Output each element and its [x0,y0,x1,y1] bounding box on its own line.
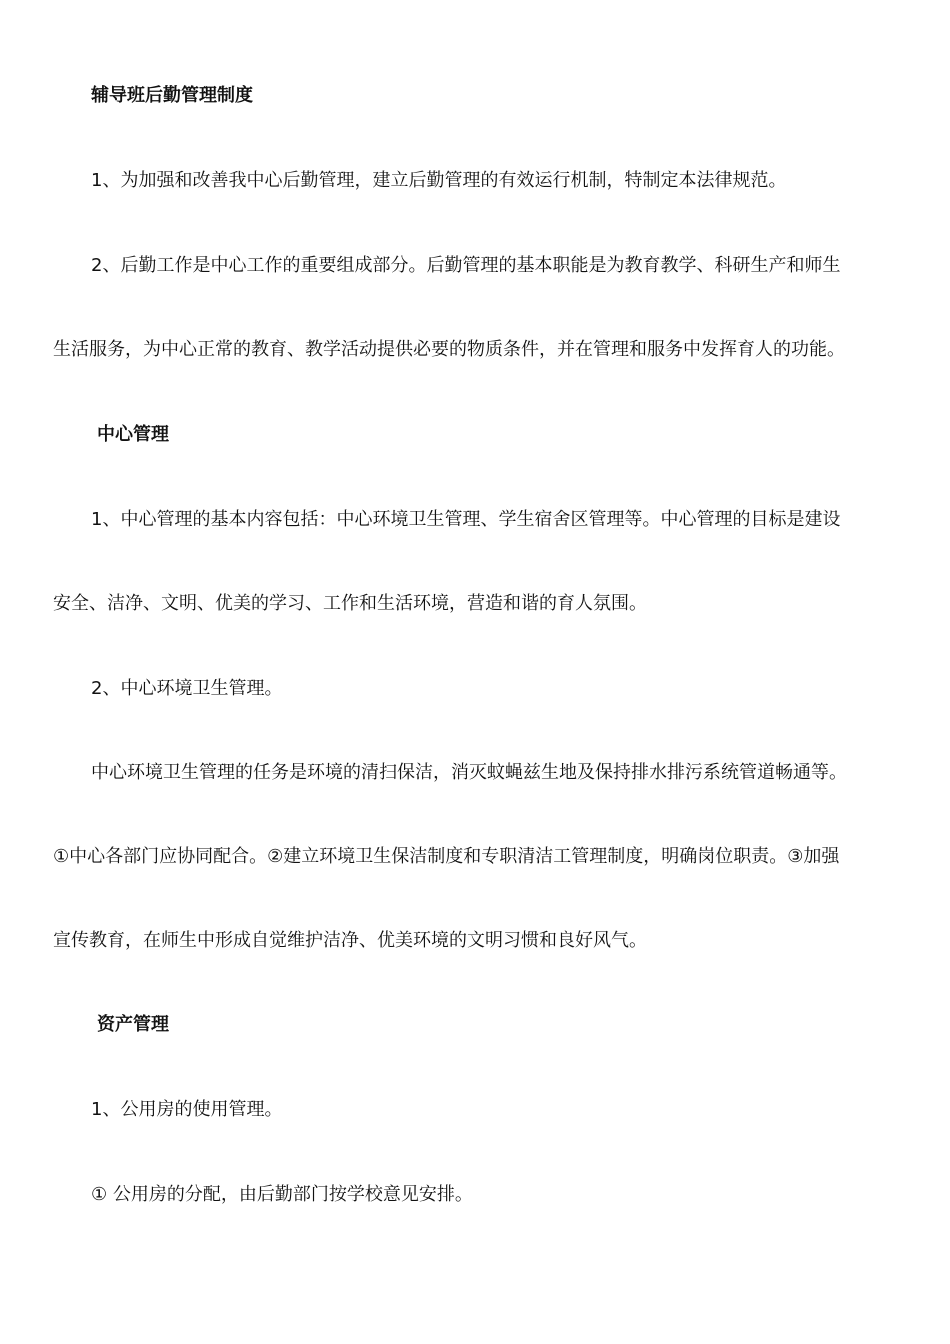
paragraph-line: 安全、洁净、文明、优美的学习、工作和生活环境，营造和谐的育人氛围。 [53,593,647,614]
paragraph-line: ① 公用房的分配，由后勤部门按学校意见安排。 [91,1184,473,1205]
document-title: 辅导班后勤管理制度 [91,85,253,106]
paragraph-line: 2、后勤工作是中心工作的重要组成部分。后勤管理的基本职能是为教育教学、科研生产和师生 [91,255,841,276]
paragraph-line: 1、为加强和改善我中心后勤管理，建立后勤管理的有效运行机制，特制定本法律规范。 [91,170,787,191]
paragraph-line: ①中心各部门应协同配合。②建立环境卫生保洁制度和专职清洁工管理制度，明确岗位职责。③加强 [53,846,840,867]
paragraph-line: 1、公用房的使用管理。 [91,1099,283,1120]
section-heading: 中心管理 [97,424,169,445]
paragraph-line: 生活服务，为中心正常的教育、教学活动提供必要的物质条件，并在管理和服务中发挥育人的功能。 [53,339,845,360]
paragraph-line: 2、中心环境卫生管理。 [91,678,283,699]
paragraph-line: 宣传教育，在师生中形成自觉维护洁净、优美环境的文明习惯和良好风气。 [53,930,647,951]
paragraph-line: 1、中心管理的基本内容包括：中心环境卫生管理、学生宿舍区管理等。中心管理的目标是建设 [91,509,841,530]
paragraph-line: 中心环境卫生管理的任务是环境的清扫保洁，消灭蚊蝇兹生地及保持排水排污系统管道畅通等。 [91,762,847,783]
section-heading: 资产管理 [97,1014,169,1035]
